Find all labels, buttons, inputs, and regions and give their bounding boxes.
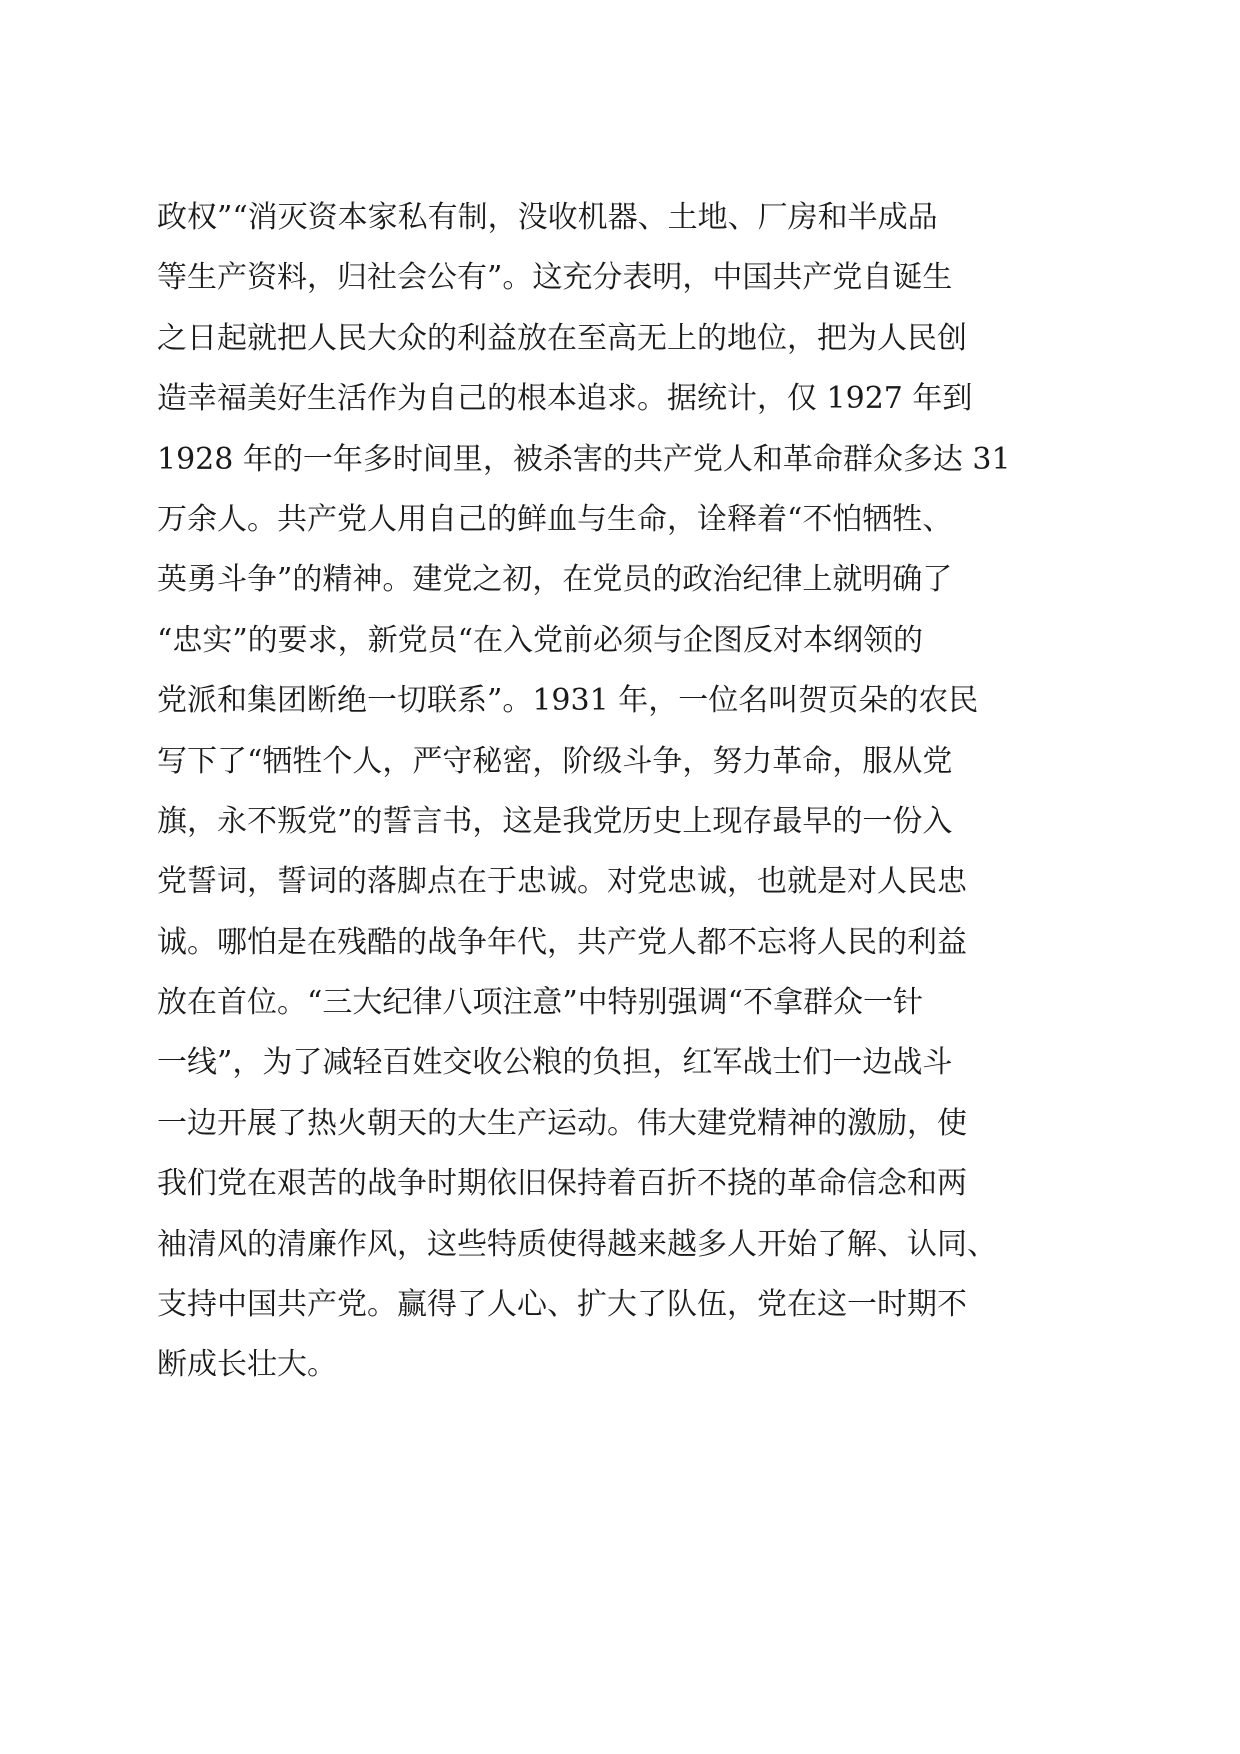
text-line: “忠实”的要求，新党员“在入党前必须与企图反对本纲领的 — [157, 622, 924, 658]
text-line: 断成长壮大。 — [157, 1347, 337, 1383]
text-line: 党派和集团断绝一切联系”。1931 年，一位名叫贺页朵的农民 — [157, 683, 979, 719]
text-line: 放在首位。“三大纪律八项注意”中特别强调“不拿群众一针 — [157, 985, 924, 1021]
text-line: 支持中国共产党。赢得了人心、扩大了队伍，党在这一时期不 — [157, 1287, 967, 1323]
text-line: 万余人。共产党人用自己的鲜血与生命，诠释着“不怕牺牲、 — [157, 501, 953, 537]
text-line: 党誓词，誓词的落脚点在于忠诚。对党忠诚，也就是对人民忠 — [157, 864, 967, 900]
body-text — [157, 188, 1077, 1396]
text-line: 造幸福美好生活作为自己的根本追求。据统计，仅 1927 年到 — [157, 381, 973, 417]
text-line: 之日起就把人民大众的利益放在至高无上的地位，把为人民创 — [157, 320, 967, 356]
text-line: 政权”“消灭资本家私有制，没收机器、土地、厂房和半成品 — [157, 200, 938, 235]
text-line: 一线”，为了减轻百姓交收公粮的负担，红军战士们一边战斗 — [157, 1045, 953, 1081]
text-line: 诚。哪怕是在残酷的战争年代，共产党人都不忘将人民的利益 — [157, 924, 967, 960]
text-line: 袖清风的清廉作风，这些特质使得越来越多人开始了解、认同、 — [157, 1226, 997, 1262]
text-line: 等生产资料，归社会公有”。这充分表明，中国共产党自诞生 — [157, 260, 953, 296]
text-line: 写下了“牺牲个人，严守秘密，阶级斗争，努力革命，服从党 — [157, 743, 953, 779]
text-line: 我们党在艰苦的战争时期依旧保持着百折不挠的革命信念和两 — [157, 1166, 967, 1202]
text-line: 1928 年的一年多时间里，被杀害的共产党人和革命群众多达 31 — [157, 441, 1011, 477]
text-line: 旗，永不叛党”的誓言书，这是我党历史上现存最早的一份入 — [157, 803, 953, 839]
text-line: 英勇斗争”的精神。建党之初，在党员的政治纪律上就明确了 — [157, 562, 953, 598]
text-line: 一边开展了热火朝天的大生产运动。伟大建党精神的激励，使 — [157, 1105, 967, 1141]
